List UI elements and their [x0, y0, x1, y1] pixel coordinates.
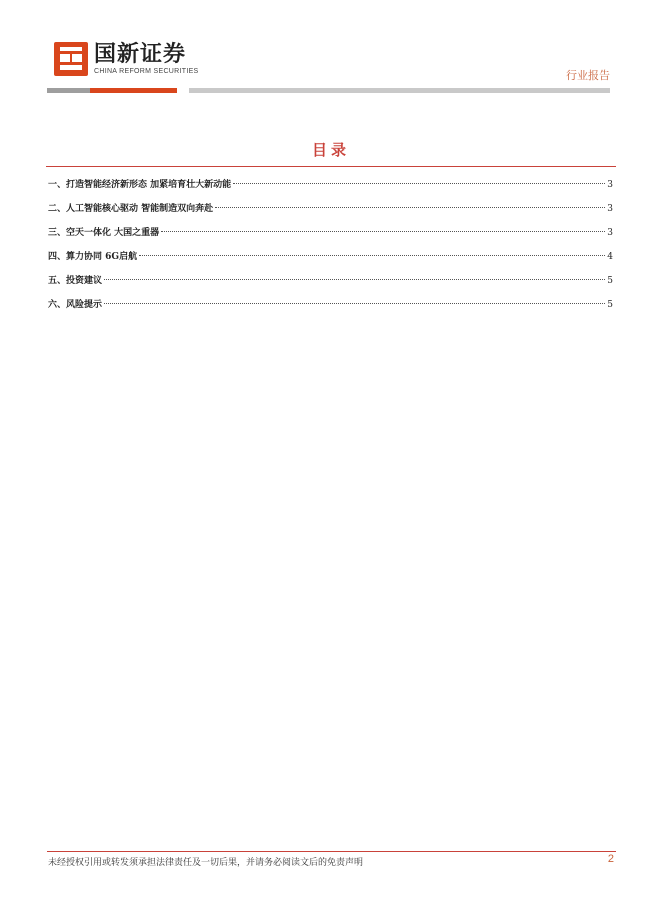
page-number: 2: [607, 853, 614, 865]
header-bar-left: [47, 88, 90, 93]
report-type-label: 行业报告: [566, 69, 610, 82]
toc-item[interactable]: [48, 294, 613, 318]
header-bar-accent: [90, 88, 177, 93]
toc-item-label: 六、风险提示: [48, 300, 103, 310]
toc-leader-dots: [139, 255, 605, 256]
toc-item-label: 二、人工智能核心驱动 智能制造双向奔赴: [48, 204, 214, 214]
toc-list: [48, 174, 613, 318]
toc-item[interactable]: [48, 174, 613, 198]
toc-title: 目录: [311, 141, 350, 159]
toc-item-page: 5: [607, 300, 613, 310]
toc-leader-dots: [104, 303, 605, 304]
header-bar-right: [189, 88, 610, 93]
toc-item-page: 5: [607, 276, 613, 286]
toc-item-page: 4: [607, 252, 613, 262]
footer-divider: [47, 851, 616, 852]
toc-item-page: 3: [607, 204, 613, 214]
toc-leader-dots: [161, 231, 605, 232]
footer-disclaimer: 未经授权引用或转发须承担法律责任及一切后果，并请务必阅读文后的免责声明: [48, 858, 364, 868]
toc-item[interactable]: [48, 270, 613, 294]
toc-leader-dots: [215, 207, 605, 208]
toc-item-label: 四、算力协同 6G启航: [48, 252, 138, 262]
toc-item-label: 一、打造智能经济新形态 加紧培育壮大新动能: [48, 180, 232, 190]
brand-logo: [54, 42, 199, 76]
logo-mark-icon: [54, 42, 88, 76]
toc-leader-dots: [233, 183, 605, 184]
toc-leader-dots: [104, 279, 605, 280]
toc-item-page: 3: [607, 228, 613, 238]
toc-item[interactable]: [48, 222, 613, 246]
toc-item-page: 3: [607, 180, 613, 190]
brand-name-en: CHINA REFORM SECURITIES: [94, 67, 199, 75]
toc-divider: [46, 166, 616, 167]
toc-item-label: 五、投资建议: [48, 276, 103, 286]
toc-item-label: 三、空天一体化 大国之重器: [48, 228, 160, 238]
toc-item[interactable]: [48, 198, 613, 222]
logo-text: [94, 43, 199, 76]
brand-name-cn: 国新证券: [94, 41, 187, 67]
toc-item[interactable]: [48, 246, 613, 270]
